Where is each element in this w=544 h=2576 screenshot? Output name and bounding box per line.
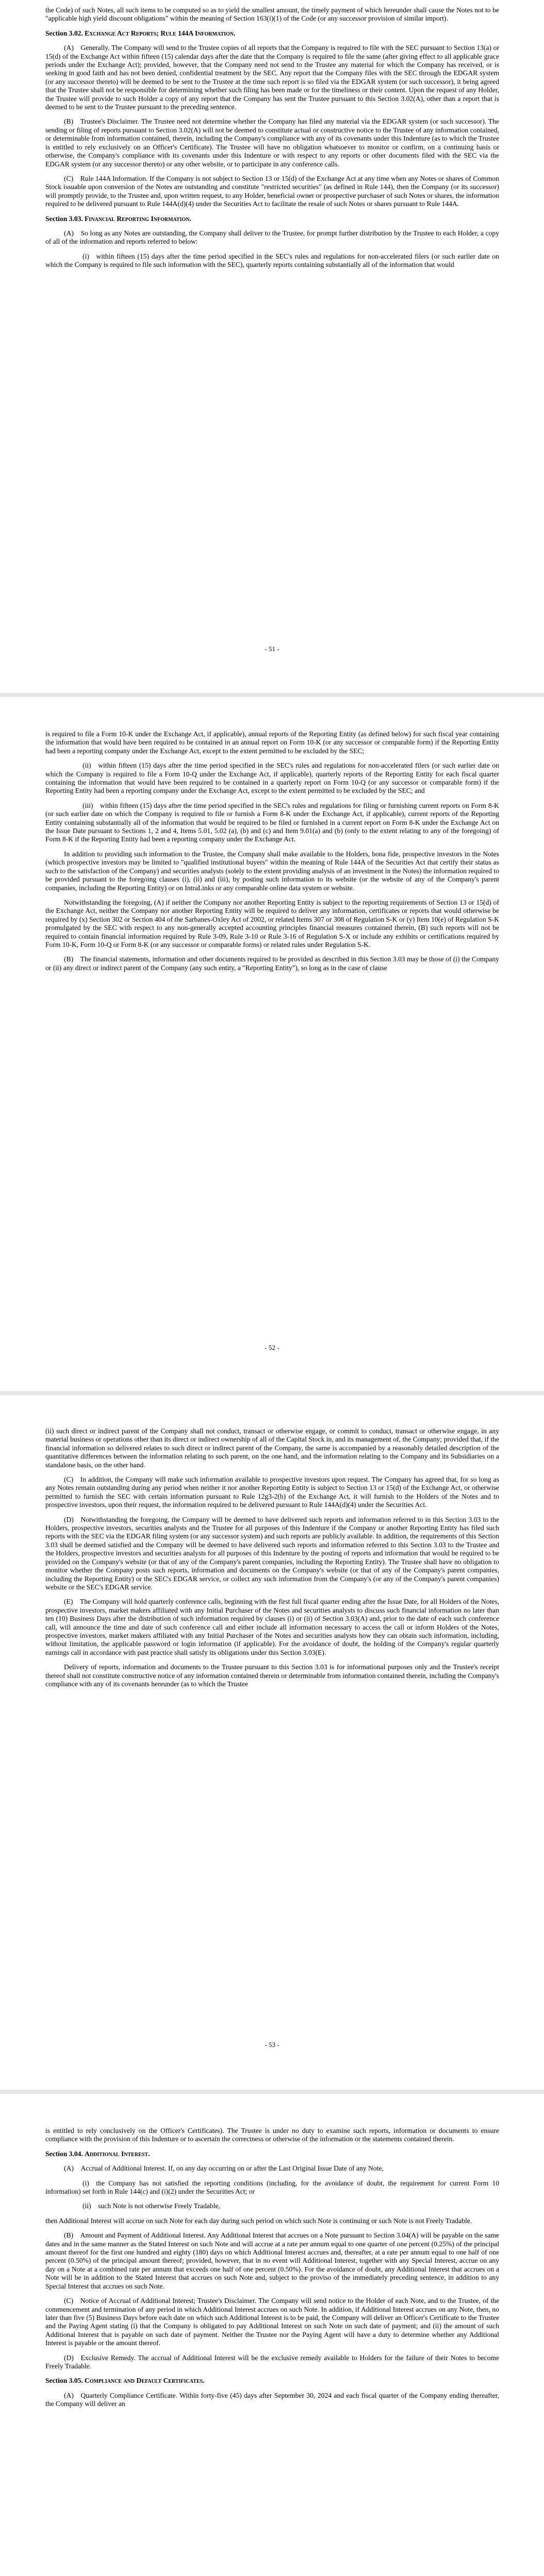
paragraph: (A) Generally. The Company will send to the Trustee copies of all reports that the Company is required to file with the SEC pursuant to Section 13(a) or 15(d) of the Exchange Act within fifteen (15) calendar days after the date that the Company is required to file the same (after giving effect to all applicable grace periods under the Exchange Act); provided, however, that the Company need not send to the Trustee any material for which the Company has received, or is seeking in good faith and has not been denied, confidential treatment by the SEC. Any report that the Company files with the SEC through the EDGAR system (or any successor thereto) will be deemed to be sent to the Trustee at the time such report is so filed via the EDGAR system (or such successor), it being agreed that the Trustee shall not be responsible for determining whether such filing has been made or for the timeliness or their content. Upon the request of any Holder, the Trustee will provide to such Holder a copy of any report that the Company has sent the Trustee pursuant to this Section 3.02(A), other than a report that is deemed to be sent to the Trustee pursuant to the preceding sentence.: [45, 44, 499, 111]
page-52: [0, 697, 544, 1391]
paragraph: (C) Rule 144A Information. If the Company is not subject to Section 13 or 15(d) of the Exchange Act at any time when any Notes or shares of Common Stock issuable upon conversion of the Notes are outstanding and constitute "restricted securities" (as defined in Rule 144), then the Company (or its successor) will promptly provide, to the Trustee and, upon written request, to any Holder, beneficial owner or prospective purchaser of such Notes or shares, the information required to be delivered pursuant to Rule 144A(d)(4) under the Securities Act to facilitate the resale of such Notes or shares pursuant to Rule 144A.: [45, 174, 499, 208]
page-54-body: [45, 2127, 499, 2415]
page-52-body: [45, 730, 499, 978]
paragraph: (B) Amount and Payment of Additional Interest. Any Additional Interest that accrues on a Note pursuant to Section 3.04(A) will be payable on the same dates and in the same manner as the Stated Interest on such Note and will accrue at a rate per annum equal to one quarter of one percent (0.25%) of the principal amount thereof for the first one hundred and eighty (180) days on which Additional Interest accrues and, thereafter, at a rate per annum equal to one half of one percent (0.50%) of the principal amount thereof; provided, however, that in no event will Additional Interest, together with any Special Interest, accrue on any day on a Note at a combined rate per annum that exceeds one half of one percent (0.50%). For the avoidance of doubt, any Additional Interest that accrues on a Note will be in addition to the Stated Interest that accrues on such Note and, subject to the proviso of the immediately preceding sentence, in addition to any Special Interest that accrues on such Note.: [45, 2231, 499, 2290]
section-title: Financial Reporting Information.: [85, 214, 191, 223]
page-number: - 51 -: [265, 645, 279, 653]
section-number: Section 3.03.: [45, 214, 83, 223]
paragraph: (iii) within fifteen (15) days after the time period specified in the SEC's rules and regulations for filing or furnishing current reports on Form 8-K (or such earlier date on which the Company is required to file or furnish a Form 8-K under the Exchange Act, if applicable), current reports of the Reporting Entity containing substantially all of the information that would be required to be filed or furnished in a current report on Form 8-K under the Exchange Act on the Issue Date pursuant to Sections 1, 2 and 4, Items 5.01, 5.02 (a), (b) and (c) and Item 9.01(a) and (b) (only to the extent relating to any of the foregoing) of Form 8-K if the Reporting Entity had been a reporting company under the Exchange Act.: [45, 801, 499, 843]
paragraph: (ii) within fifteen (15) days after the time period specified in the SEC's rules and regulations for non-accelerated filers (or such earlier date on which the Company is required to file a Form 10-Q under the Exchange Act, if applicable), quarterly reports of the Reporting Entity for each fiscal quarter containing the information that would have been required to be contained in a quarterly report on Form 10-Q (or any successor or comparable form) if the Reporting Entity had been a reporting company under the Exchange Act, except to the extent permitted to be excluded by the SEC; and: [45, 761, 499, 795]
section-title: Exchange Act Reports; Rule 144A Information.: [85, 29, 236, 37]
paragraph: (i) within fifteen (15) days after the time period specified in the SEC's rules and regulations for non-accelerated filers (or such earlier date on which the Company is required to file such information with the SEC), quarterly reports containing substantially all of the information that would: [45, 252, 499, 269]
page-number: - 53 -: [265, 2041, 279, 2048]
section-number: Section 3.04.: [45, 2149, 83, 2158]
paragraph: Delivery of reports, information and documents to the Trustee pursuant to this Section 3.03 is for informational purposes only and the Trustee's receipt thereof shall not constitute constructive notice of any information contained therein or determinable from information contained therein, including the Company's compliance with any of its covenants hereunder (as to which the Trustee: [45, 1663, 499, 1688]
paragraph: (ii) such Note is not otherwise Freely Tradable,: [83, 2202, 220, 2210]
paragraph: is required to file a Form 10-K under the Exchange Act, if applicable), annual reports of the Reporting Entity (as defined below) for such fiscal year containing the information that would have been required to be contained in an annual report on Form 10-K (or any successor or comparable form) if the Reporting Entity had been a reporting company under the Exchange Act, except to the extent permitted to be excluded by the SEC;: [45, 730, 499, 755]
paragraph: (D) Exclusive Remedy. The accrual of Additional Interest will be the exclusive remedy available to Holders for the failure of their Notes to become Freely Tradable.: [45, 2353, 499, 2370]
paragraph: (C) In addition, the Company will make such information available to prospective investors upon request. The Company has agreed that, for so long as any Notes remain outstanding during any period when neither it nor another Reporting Entity is subject to Section 13 or 15(d) of the Exchange Act, or otherwise permitted to furnish the SEC with certain information pursuant to Rule 12g3-2(b) of the Exchange Act, it will furnish to the Holders of the Notes and to prospective investors, upon their request, the information required to be delivered pursuant to Rule 144A(d)(4) under the Securities Act.: [45, 1476, 499, 1509]
page-separator: [0, 693, 544, 697]
page-53: [0, 1395, 544, 2090]
page-53-body: [45, 1427, 499, 1694]
paragraph: (ii) such direct or indirect parent of the Company shall not conduct, transact or otherwise engage, or commit to conduct, transact or otherwise engage, in any material business or operations other than its direct or indirect ownership of all of the Capital Stock in, and its management of, the Company; provided that, if the financial information so delivered relates to such direct or indirect parent of the Company, the same is accompanied by a reasonably detailed description of the quantitative differences between the information relating to such parent, on the one hand, and the information relating to the Company and its Subsidiaries on a standalone basis, on the other hand.: [45, 1427, 499, 1469]
section-heading: [45, 2150, 499, 2158]
paragraph: (D) Notwithstanding the foregoing, the Company will be deemed to have delivered such reports and information referred to in this Section 3.03 to the Holders, prospective investors, securities analysts and the Trustee for all purposes of this Indenture if the Company or another Reporting Entity has filed such reports with the SEC via the EDGAR filing system (or any successor system) and such reports are publicly available. In addition, the requirements of this Section 3.03 shall be deemed satisfied and the Company will be deemed to have delivered such reports and information referred to this Section 3.03 to the Trustee and the Holders, prospective investors and securities analysts for all purposes of this Indenture by the posting of reports and information that would be required to be provided on the Company's website (or that of any of the Company's parent companies, including the Reporting Entity). The Trustee shall have no obligation to monitor whether the Company posts such reports, information and documents on the Company's website (or that of any of the Company's parent companies, including the Reporting Entity) or the SEC's EDGAR service, or collect any such information from the Company's (or any of the Company's parent companies) website or the SEC's EDGAR service.: [45, 1515, 499, 1591]
page-separator: [0, 1391, 544, 1395]
page-51-body: [45, 6, 499, 276]
paragraph: (B) Trustee's Disclaimer. The Trustee need not determine whether the Company has filed any material via the EDGAR system (or such successor). The sending or filing of reports pursuant to Section 3.02(A) will not be deemed to constitute actual or constructive notice to the Trustee of any information contained, or determinable from information contained, therein, including the Company's compliance with any of its covenants under this Indenture (as to which the Trustee is entitled to rely exclusively on an Officer's Certificate). The Trustee will have no obligation whatsoever to monitor or confirm, on a continuing basis or otherwise, the Company's compliance with its covenants under this Indenture or with respect to any reports or other documents filed with the SEC via the EDGAR system (or any successor thereto) or any other website, or to participate in any conference calls.: [45, 117, 499, 168]
section-number: Section 3.02.: [45, 29, 83, 37]
page-number: - 52 -: [265, 1344, 279, 1351]
section-heading: [45, 2377, 499, 2385]
page-51: [0, 0, 544, 693]
page-separator: [0, 2090, 544, 2094]
paragraph: (A) Accrual of Additional Interest. If, on any day occurring on or after the Last Original Issue Date of any Note,: [64, 2164, 384, 2173]
paragraph: (C) Notice of Accrual of Additional Interest; Trustee's Disclaimer. The Company will send notice to the Holder of each Note, and to the Trustee, of the commencement and termination of any period in which Additional Interest accrues on such Note. In addition, if Additional Interest accrues on any Note, then, no later than five (5) Business Days before each date on which such Additional Interest is to be paid, the Company will deliver an Officer's Certificate to the Trustee and the Paying Agent stating (i) that the Company is obligated to pay Additional Interest on such Note on such date of payment; and (ii) the amount of such Additional Interest that is payable on such date of payment. Neither the Trustee nor the Paying Agent will have a duty to determine whether any Additional Interest is payable or the amount thereof.: [45, 2297, 499, 2347]
paragraph: then Additional Interest will accrue on such Note for each day during such period on which such Note is continuing or such Note is not Freely Tradable.: [45, 2216, 472, 2225]
section-title: Compliance and Default Certificates.: [85, 2377, 205, 2385]
paragraph: In addition to providing such information to the Trustee, the Company shall make available to the Holders, bona fide, prospective investors in the Notes (which prospective investors may be limited to "qualified institutional buyers" within the meaning of Rule 144A of the Securities Act that certify their status as such to the satisfaction of the Company) and securities analysts (solely to the extent providing analysis of an investment in the Notes) the information required to be provided pursuant to the foregoing clauses (i), (ii) and (iii), by posting such information to its website (or the website of any of the Company's parent companies, including the Reporting Entity) or on IntraLinks or any comparable online data system or website.: [45, 850, 499, 892]
section-heading: [45, 29, 499, 38]
paragraph: the Code) of such Notes, all such items to be computed so as to yield the smallest amount, the timely payment of which hereunder shall cause the Notes not to be "applicable high yield discount obligations" within the meaning of Section 163(i)(1) of the Code (or any successor provision of similar import).: [45, 6, 499, 23]
section-heading: [45, 215, 499, 223]
paragraph: (A) So long as any Notes are outstanding, the Company shall deliver to the Trustee, for prompt further distribution by the Trustee to each Holder, a copy of all of the information and reports referred to below:: [45, 229, 499, 246]
paragraph: (B) The financial statements, information and other documents required to be provided as described in this Section 3.03 may be those of (i) the Company or (ii) any direct or indirect parent of the Company (any such entity, a "Reporting Entity"), so long as in the case of clause: [45, 955, 499, 972]
paragraph: (i) the Company has not satisfied the reporting conditions (including, for the avoidance of doubt, the requirement for current Form 10 information) set forth in Rule 144(c) and (i)(2) under the Securities Act; or: [45, 2179, 499, 2196]
section-title: Additional Interest.: [85, 2149, 150, 2158]
paragraph: (E) The Company will hold quarterly conference calls, beginning with the first full fiscal quarter ending after the Issue Date, for all Holders of the Notes, prospective investors, market makers affiliated with any Initial Purchaser of the Notes and securities analysts to discuss such financial information no later than ten (10) Business Days after the distribution of such information required by clauses (i) or (ii) of Section 3.03(A) and, prior to the date of each such conference call, will announce the time and date of such conference call and either include all information necessary to access the call or inform Holders of the Notes, prospective investors, market makers affiliated with any Initial Purchaser of the Notes and securities analysts how they can obtain such information, including, without limitation, the applicable password or login information (if applicable). For the avoidance of doubt, the holding of the Company's regular quarterly earnings call in accordance with past practice shall satisfy its obligations under this Section 3.03(E).: [45, 1598, 499, 1656]
paragraph: (A) Quarterly Compliance Certificate. Within forty-five (45) days after September 30, 2024 and each fiscal quarter of the Company ending thereafter, the Company will deliver an: [45, 2391, 499, 2408]
paragraph: is entitled to rely conclusively on the Officer's Certificates). The Trustee is under no duty to examine such reports, information or documents to ensure compliance with the provision of this Indenture or to ascertain the correctness or otherwise of the information or the statements contained therein.: [45, 2127, 499, 2143]
page-54: [0, 2094, 544, 2576]
section-number: Section 3.05.: [45, 2377, 83, 2385]
paragraph: Notwithstanding the foregoing, (A) if neither the Company nor another Reporting Entity is subject to the reporting requirements of Section 13 or 15(d) of the Exchange Act, neither the Company nor another Reporting Entity will be required to deliver any information, certificates or reports that would otherwise be required by (x) Section 302 or Section 404 of the Sarbanes-Oxley Act of 2002, or related Items 307 or 308 of Regulation S-K or (y) Item 10(e) of Regulation S-K promulgated by the SEC with respect to any non-generally accepted accounting principles financial measures contained therein, (B) such reports will not be required to contain financial information required by Rule 3-09, Rule 3-10 or Rule 3-16 of Regulation S-X or include any exhibits or certifications required by Form 10-K, Form 10-Q or Form 8-K (or any successor or comparable forms) or related rules under Regulation S-K.: [45, 898, 499, 948]
